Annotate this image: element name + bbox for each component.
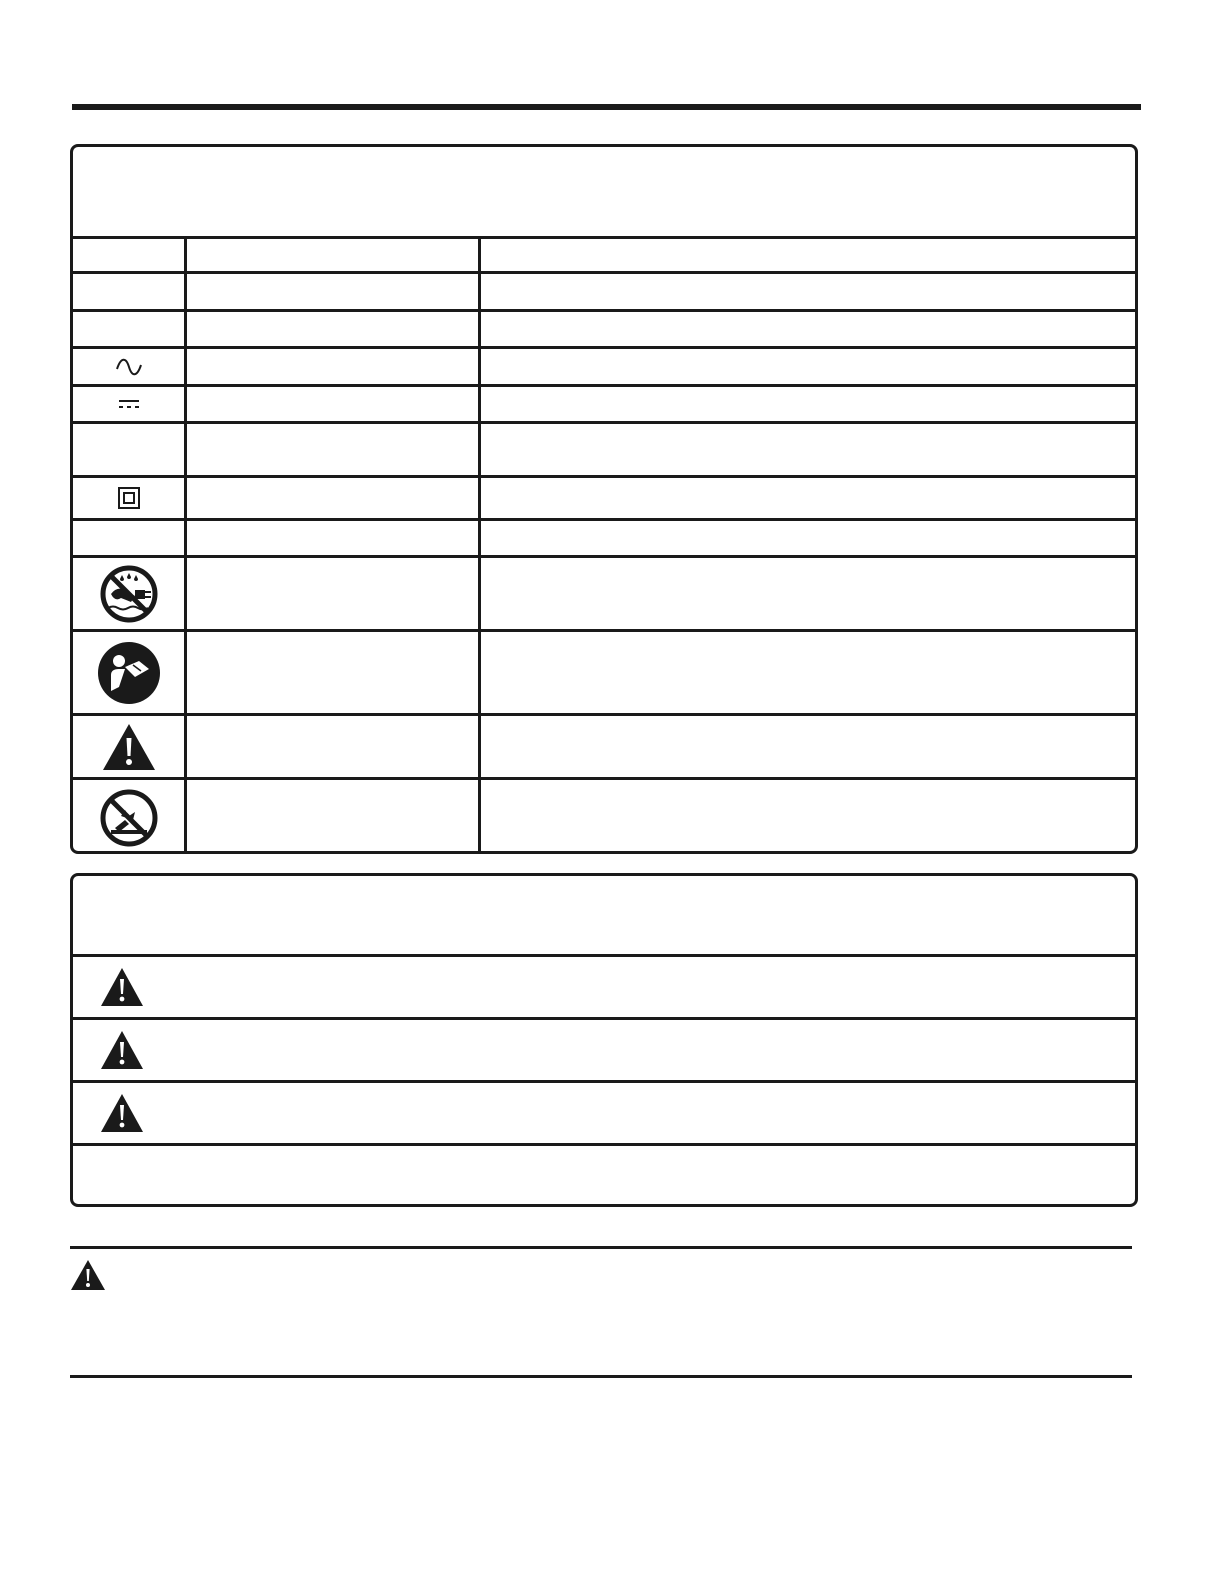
warning-block xyxy=(70,1246,1132,1378)
symbol-cell xyxy=(73,716,187,777)
signal-words-intro xyxy=(73,876,1135,957)
signal-word-row-danger xyxy=(73,957,1135,1020)
read-manual-icon xyxy=(97,641,161,705)
symbol-cell xyxy=(73,312,187,346)
table-row xyxy=(73,780,1135,854)
column-header-explanation xyxy=(481,239,1135,271)
explanation-cell xyxy=(481,349,1135,384)
table-row xyxy=(73,478,1135,521)
signal-words-note xyxy=(73,1146,1135,1206)
symbol-cell xyxy=(70,1259,106,1296)
name-cell xyxy=(187,274,481,309)
symbols-table xyxy=(70,144,1138,854)
column-header-name xyxy=(187,239,481,271)
name-cell xyxy=(187,632,481,713)
name-cell xyxy=(187,424,481,475)
symbol-cell xyxy=(73,558,187,629)
column-header-symbol xyxy=(73,239,187,271)
table-row xyxy=(73,521,1135,558)
explanation-cell xyxy=(481,478,1135,518)
symbol-cell xyxy=(73,478,187,518)
symbol-cell xyxy=(73,780,187,854)
name-cell xyxy=(187,478,481,518)
table-row xyxy=(73,632,1135,716)
explanation-cell xyxy=(481,780,1135,854)
name-cell xyxy=(187,780,481,854)
signal-word-row-caution xyxy=(73,1083,1135,1146)
explanation-cell xyxy=(481,632,1135,713)
signal-word-row-warning xyxy=(73,1020,1135,1083)
symbol-cell xyxy=(73,1092,171,1134)
name-cell xyxy=(187,558,481,629)
table-row xyxy=(73,274,1135,312)
symbol-cell xyxy=(73,966,171,1008)
table-row xyxy=(73,312,1135,349)
warning-triangle-icon xyxy=(70,1259,106,1291)
signal-words-box xyxy=(70,873,1138,1207)
explanation-cell xyxy=(481,387,1135,421)
name-cell xyxy=(187,312,481,346)
table-row xyxy=(73,424,1135,478)
explanation-cell xyxy=(481,521,1135,555)
caution-triangle-icon xyxy=(99,1092,145,1134)
alternating-current-icon xyxy=(114,357,144,377)
direct-current-icon xyxy=(117,398,141,410)
symbol-cell xyxy=(73,632,187,713)
symbol-cell xyxy=(73,387,187,421)
explanation-cell xyxy=(481,716,1135,777)
no-floor-contact-prohibition-icon xyxy=(99,788,159,848)
symbol-cell xyxy=(73,1029,171,1071)
explanation-cell xyxy=(481,312,1135,346)
warning-triangle-icon xyxy=(99,1029,145,1071)
symbols-table-title xyxy=(73,147,1135,239)
name-cell xyxy=(187,716,481,777)
header-rule xyxy=(72,104,1141,110)
no-water-electric-plug-icon xyxy=(99,564,159,624)
symbol-cell xyxy=(73,424,187,475)
safety-alert-triangle-icon xyxy=(101,722,157,772)
danger-triangle-icon xyxy=(99,966,145,1008)
table-row xyxy=(73,558,1135,632)
symbol-cell xyxy=(73,274,187,309)
symbol-cell xyxy=(73,521,187,555)
explanation-cell xyxy=(481,558,1135,629)
name-cell xyxy=(187,521,481,555)
table-row xyxy=(73,349,1135,387)
explanation-cell xyxy=(481,424,1135,475)
symbol-cell xyxy=(73,349,187,384)
name-cell xyxy=(187,387,481,421)
table-row xyxy=(73,716,1135,780)
class-ii-double-square-icon xyxy=(117,486,141,510)
table-row xyxy=(73,387,1135,424)
symbols-table-header-row xyxy=(73,239,1135,274)
explanation-cell xyxy=(481,274,1135,309)
name-cell xyxy=(187,349,481,384)
